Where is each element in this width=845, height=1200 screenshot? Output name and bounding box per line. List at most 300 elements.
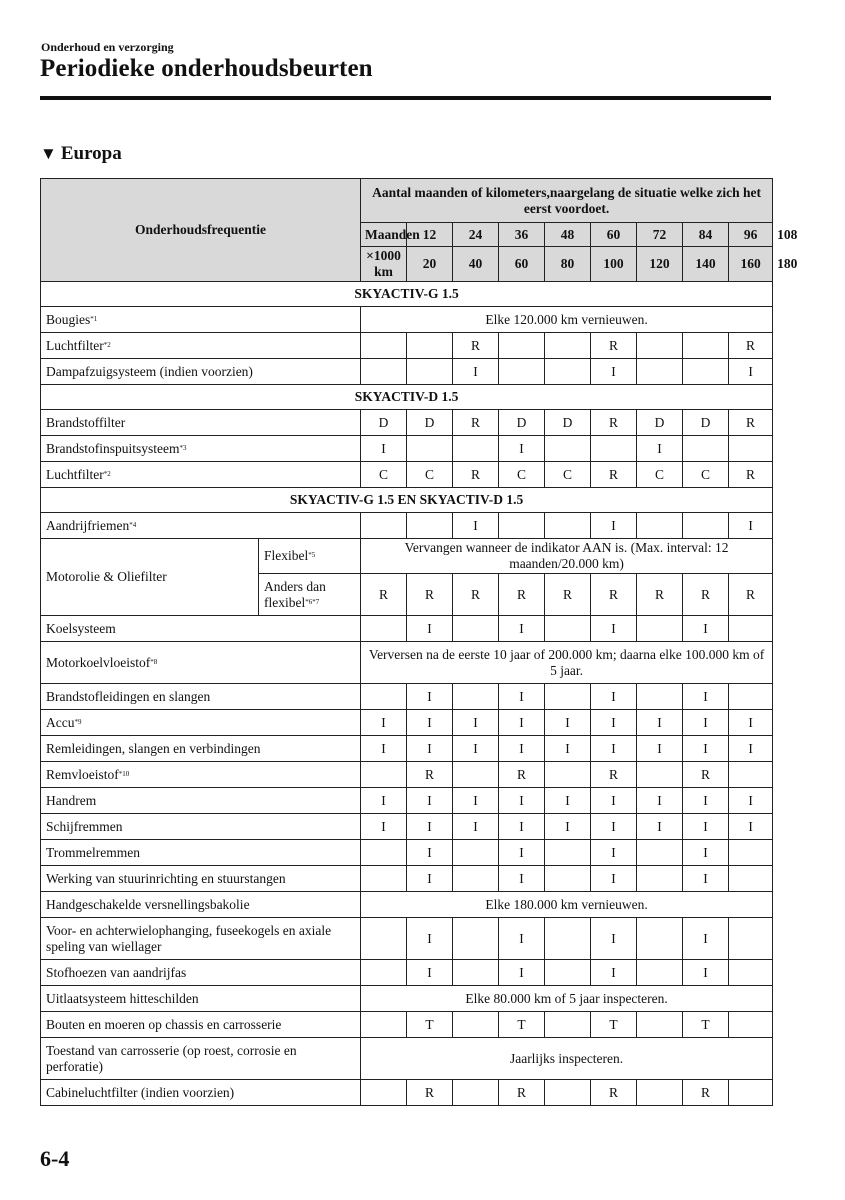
footnote-ref: *10	[118, 769, 130, 778]
service-code-cell: I	[407, 710, 453, 736]
service-code-cell: I	[683, 616, 729, 642]
item-name-cell	[41, 307, 361, 333]
table-row	[41, 762, 773, 788]
item-name-cell	[41, 736, 361, 762]
service-code-cell	[545, 359, 591, 385]
item-name: Uitlaatsysteem hitteschilden	[46, 990, 199, 1006]
item-name: Luchtfilter	[46, 337, 104, 353]
km-header-cell: 100	[591, 247, 637, 282]
service-code-cell: I	[729, 736, 773, 762]
service-code-cell: R	[683, 574, 729, 616]
table-row	[41, 307, 773, 333]
item-name: Cabineluchtfilter (indien voorzien)	[46, 1084, 235, 1100]
service-code-cell: I	[729, 513, 773, 539]
table-row	[41, 710, 773, 736]
item-name-cell	[41, 1012, 361, 1038]
service-code-cell	[637, 1080, 683, 1106]
km-header-cell: 80	[545, 247, 591, 282]
service-code-cell	[453, 840, 499, 866]
service-code-cell: I	[683, 840, 729, 866]
month-header-cell: 60	[591, 223, 637, 247]
table-row	[41, 410, 773, 436]
table-row	[41, 616, 773, 642]
service-code-cell: I	[499, 840, 545, 866]
page-title: Periodieke onderhoudsbeurten	[40, 55, 373, 82]
service-code-cell: C	[545, 462, 591, 488]
service-code-cell: R	[499, 1080, 545, 1106]
service-code-cell: I	[729, 359, 773, 385]
item-name: Brandstofleidingen en slangen	[46, 688, 211, 704]
group-heading: SKYACTIV-G 1.5 EN SKYACTIV-D 1.5	[41, 488, 773, 513]
service-code-cell: R	[637, 574, 683, 616]
service-code-cell: I	[499, 814, 545, 840]
table-row	[41, 642, 773, 684]
interval-text-cell: Elke 180.000 km vernieuwen.	[361, 892, 773, 918]
service-code-cell	[729, 762, 773, 788]
interval-note-header: Aantal maanden of kilometers,naargelang de situatie welke zich het eerst voordoet.	[361, 179, 773, 223]
service-code-cell: I	[361, 710, 407, 736]
group-row	[41, 282, 773, 307]
service-code-cell: I	[499, 736, 545, 762]
service-code-cell	[545, 684, 591, 710]
service-code-cell: I	[591, 840, 637, 866]
service-code-cell	[407, 333, 453, 359]
service-code-cell: I	[453, 788, 499, 814]
service-code-cell: R	[591, 574, 637, 616]
service-code-cell	[729, 1012, 773, 1038]
interval-text-cell: Elke 80.000 km of 5 jaar inspecteren.	[361, 986, 773, 1012]
service-code-cell	[545, 918, 591, 960]
month-header-cell: 96	[729, 223, 773, 247]
month-header-cell: 48	[545, 223, 591, 247]
service-code-cell: D	[361, 410, 407, 436]
service-code-cell	[729, 918, 773, 960]
item-name-cell	[41, 840, 361, 866]
sub-item-name: Flexibel	[264, 548, 309, 563]
service-code-cell: C	[499, 462, 545, 488]
service-code-cell	[545, 1080, 591, 1106]
service-code-cell	[361, 866, 407, 892]
item-name: Trommelremmen	[46, 844, 140, 860]
service-code-cell: R	[499, 574, 545, 616]
service-code-cell	[545, 762, 591, 788]
service-code-cell	[361, 359, 407, 385]
service-code-cell: I	[361, 814, 407, 840]
item-name: Remleidingen, slangen en verbindingen	[46, 740, 261, 756]
service-code-cell: T	[591, 1012, 637, 1038]
item-name: Remvloeistof	[46, 766, 119, 782]
service-code-cell	[499, 359, 545, 385]
service-code-cell: I	[591, 918, 637, 960]
group-row	[41, 488, 773, 513]
group-row	[41, 385, 773, 410]
service-code-cell	[545, 513, 591, 539]
service-code-cell: I	[407, 960, 453, 986]
service-code-cell	[361, 333, 407, 359]
month-header-cell: 72	[637, 223, 683, 247]
item-name-cell	[41, 918, 361, 960]
item-name-cell	[41, 762, 361, 788]
item-name: Brandstoffilter	[46, 414, 126, 430]
item-name-cell	[41, 616, 361, 642]
service-code-cell: I	[453, 359, 499, 385]
item-name: Werking van stuurinrichting en stuurstangen	[46, 870, 286, 886]
interval-text-cell: Verversen na de eerste 10 jaar of 200.000 km; daarna elke 100.000 km of 5 jaar.	[361, 642, 773, 684]
months-label: Maanden	[361, 223, 407, 247]
service-code-cell	[637, 684, 683, 710]
service-code-cell: I	[499, 710, 545, 736]
service-code-cell: I	[499, 684, 545, 710]
service-code-cell: D	[499, 410, 545, 436]
item-name: Bouten en moeren op chassis en carrosserie	[46, 1016, 282, 1032]
table-row	[41, 684, 773, 710]
item-name: Koelsysteem	[46, 620, 116, 636]
service-code-cell	[453, 866, 499, 892]
service-code-cell	[729, 616, 773, 642]
service-code-cell: C	[361, 462, 407, 488]
item-name-cell: Motorolie & Oliefilter	[41, 539, 259, 616]
item-name: Brandstofinspuitsysteem	[46, 440, 180, 456]
service-code-cell: I	[361, 788, 407, 814]
service-code-cell: I	[453, 513, 499, 539]
service-code-cell: I	[361, 436, 407, 462]
service-code-cell	[453, 616, 499, 642]
service-code-cell	[499, 333, 545, 359]
service-code-cell	[729, 960, 773, 986]
service-code-cell	[637, 616, 683, 642]
service-code-cell	[361, 616, 407, 642]
footnote-ref: *4	[129, 520, 137, 529]
service-code-cell: R	[407, 1080, 453, 1106]
service-code-cell	[637, 866, 683, 892]
service-code-cell: R	[545, 574, 591, 616]
item-name-cell	[41, 359, 361, 385]
item-name-cell	[41, 986, 361, 1012]
service-code-cell: I	[407, 788, 453, 814]
item-name: Handrem	[46, 792, 97, 808]
footnote-ref: *2	[103, 340, 111, 349]
service-code-cell: I	[591, 866, 637, 892]
item-name-cell	[41, 710, 361, 736]
service-code-cell: D	[683, 410, 729, 436]
service-code-cell	[637, 333, 683, 359]
service-code-cell	[361, 918, 407, 960]
service-code-cell	[683, 513, 729, 539]
table-row	[41, 1080, 773, 1106]
service-code-cell	[361, 513, 407, 539]
table-row	[41, 436, 773, 462]
km-header-cell: 40	[453, 247, 499, 282]
service-code-cell: R	[683, 762, 729, 788]
maintenance-schedule-table: Onderhoudsfrequentie Aantal maanden of kilometers,naargelang de situatie welke zich het eerst voordoet. Maanden 12 24 36 48 60 72 84 96 108 ×1000 km 20 40 60 80 100 120 140 160 180 SKYACTIV-G 1.5 Bougies$^{*1}$ Elke 120.000 km vernieuwen. Luchtfilter$^{*2}$ R R R Dampafzuigsysteem (indien voorzien) I I I SKYACTIV-D 1.5 Brandstoffilter D D R D D R D D R Brandstofinspuitsysteem$^{*3}$ I I I Luchtfilter$^{*2}$ C C R C C R C C R SKYACTIV-G 1.5 EN SKYACTIV-D 1.5 Aandrijfriemen$^{*4}$ I I I Motorolie & Oliefilter Flexibel$^{*5}$ Vervangen wanneer de indikator AAN is. (Max. interval: 12 maanden/20.000 km) Anders dan flexibel$^{*6*7}$ R R R R R R R R R Koelsysteem I I I I Motorkoelvloeistof$^{*8}$ Verversen na de eerste 10 jaar of 200.000 km; daarna elke 100.000 km of 5 jaar. Brandstofleidingen en slangen I I I I Accu$^{*9}$ I I I I I I I I I Remleidingen, slangen en verbindingen I I I I I I I I I Remvloeistof$^{*10}$ R R R R Handrem I I I I I I I I I Schijfremmen I I I I I I I I I Trommelremmen I I I I Werking van stuurinrichting en stuurstangen I I I I Handgeschakelde versnellingsbakolie Elke 180.000 km vernieuwen. Voor- en achterwielophanging, fuseekogels en axiale speling van wiellager I I I I Stofhoezen van aandrijfas I I I I Uitlaatsysteem hitteschilden Elke 80.000 km of 5 jaar inspecteren. Bouten en moeren op chassis en carrosserie T T T T Toestand van carrosserie (op roest, corrosie en perforatie) Jaarlijks inspecteren. Cabineluchtfilter (indien voorzien) R R R R	[40, 178, 773, 1106]
service-code-cell: I	[591, 684, 637, 710]
service-code-cell	[545, 436, 591, 462]
km-header-cell: 60	[499, 247, 545, 282]
table-row	[41, 359, 773, 385]
region-heading	[40, 143, 122, 165]
service-code-cell	[637, 513, 683, 539]
service-code-cell: R	[591, 410, 637, 436]
service-code-cell: I	[729, 710, 773, 736]
service-code-cell: D	[545, 410, 591, 436]
service-code-cell: R	[499, 762, 545, 788]
group-heading: SKYACTIV-G 1.5	[41, 282, 773, 307]
service-code-cell	[637, 840, 683, 866]
item-name-cell	[41, 462, 361, 488]
table-row	[41, 986, 773, 1012]
item-name-cell	[41, 513, 361, 539]
service-code-cell	[453, 918, 499, 960]
item-name-cell	[41, 642, 361, 684]
service-code-cell: I	[637, 814, 683, 840]
service-code-cell	[729, 684, 773, 710]
footnote-ref: *1	[90, 314, 98, 323]
page-number: 6-4	[40, 1146, 70, 1171]
table-row	[41, 1038, 773, 1080]
service-code-cell	[637, 960, 683, 986]
km-header-cell: 20	[407, 247, 453, 282]
service-code-cell	[453, 1012, 499, 1038]
item-name: Accu	[46, 714, 75, 730]
region-label: Europa	[60, 143, 122, 164]
service-code-cell: I	[545, 736, 591, 762]
table-row	[41, 918, 773, 960]
service-code-cell: I	[729, 814, 773, 840]
interval-text-cell: Vervangen wanneer de indikator AAN is. (Max. interval: 12 maanden/20.000 km)	[361, 539, 773, 574]
item-name-cell	[41, 866, 361, 892]
service-code-cell: I	[499, 866, 545, 892]
sub-item-name: Anders dan	[264, 578, 326, 594]
km-header-cell: 120	[637, 247, 683, 282]
table-row	[41, 788, 773, 814]
sub-item-cell	[259, 539, 361, 574]
service-code-cell: R	[683, 1080, 729, 1106]
item-name: Luchtfilter	[46, 466, 104, 482]
service-code-cell	[361, 684, 407, 710]
footnote-ref: *6*7	[305, 597, 320, 606]
table-row	[41, 513, 773, 539]
table-row	[41, 892, 773, 918]
service-code-cell	[729, 436, 773, 462]
service-code-cell	[729, 840, 773, 866]
service-code-cell: I	[499, 436, 545, 462]
service-code-cell: I	[591, 736, 637, 762]
service-code-cell: R	[361, 574, 407, 616]
item-name-cell	[41, 788, 361, 814]
service-code-cell	[683, 333, 729, 359]
item-name-cell	[41, 814, 361, 840]
month-header-cell: 24	[453, 223, 499, 247]
service-code-cell: I	[453, 736, 499, 762]
table-row	[41, 462, 773, 488]
service-code-cell: I	[407, 866, 453, 892]
km-header-cell: 140	[683, 247, 729, 282]
service-code-cell: D	[407, 410, 453, 436]
footnote-ref: *2	[103, 469, 111, 478]
service-code-cell: T	[683, 1012, 729, 1038]
service-code-cell: I	[499, 960, 545, 986]
month-header-cell: 84	[683, 223, 729, 247]
service-code-cell: R	[591, 762, 637, 788]
item-name: Toestand van carrosserie (op roest, corrosie en perforatie)	[46, 1042, 297, 1074]
item-name: Stofhoezen van aandrijfas	[46, 964, 187, 980]
interval-text-cell: Elke 120.000 km vernieuwen.	[361, 307, 773, 333]
service-code-cell: R	[591, 333, 637, 359]
frequency-header: Onderhoudsfrequentie	[41, 179, 361, 282]
service-code-cell: I	[453, 814, 499, 840]
service-code-cell	[361, 1012, 407, 1038]
item-name-cell	[41, 436, 361, 462]
service-code-cell: R	[453, 462, 499, 488]
footnote-ref: *5	[308, 551, 316, 559]
service-code-cell: I	[591, 814, 637, 840]
item-name-cell	[41, 410, 361, 436]
item-name: Handgeschakelde versnellingsbakolie	[46, 896, 250, 912]
service-code-cell: I	[545, 814, 591, 840]
service-code-cell: I	[683, 866, 729, 892]
footnote-ref: *8	[150, 657, 158, 666]
month-header-cell: 36	[499, 223, 545, 247]
item-name: Motorkoelvloeistof	[46, 654, 151, 670]
service-code-cell: C	[683, 462, 729, 488]
service-code-cell	[683, 359, 729, 385]
service-code-cell	[545, 333, 591, 359]
service-code-cell: I	[545, 710, 591, 736]
service-code-cell: I	[591, 710, 637, 736]
service-code-cell: R	[591, 462, 637, 488]
service-code-cell: T	[407, 1012, 453, 1038]
section-label: Onderhoud en verzorging	[41, 40, 174, 54]
service-code-cell: I	[407, 814, 453, 840]
service-code-cell: I	[407, 736, 453, 762]
sub-item-name: flexibel	[264, 594, 306, 610]
service-code-cell	[407, 359, 453, 385]
item-name: Bougies	[46, 311, 91, 327]
item-name-cell	[41, 960, 361, 986]
service-code-cell	[637, 359, 683, 385]
table-row	[41, 1012, 773, 1038]
service-code-cell	[545, 616, 591, 642]
service-code-cell: R	[591, 1080, 637, 1106]
service-code-cell: I	[407, 684, 453, 710]
service-code-cell	[545, 960, 591, 986]
service-code-cell: R	[407, 762, 453, 788]
service-code-cell: R	[453, 410, 499, 436]
service-code-cell: I	[499, 918, 545, 960]
item-name-cell	[41, 684, 361, 710]
service-code-cell: I	[637, 788, 683, 814]
service-code-cell: I	[683, 814, 729, 840]
service-code-cell	[453, 684, 499, 710]
item-name-cell	[41, 1080, 361, 1106]
service-code-cell	[637, 762, 683, 788]
service-code-cell: I	[683, 788, 729, 814]
service-code-cell	[545, 840, 591, 866]
service-code-cell	[637, 918, 683, 960]
service-code-cell	[361, 762, 407, 788]
service-code-cell: I	[591, 616, 637, 642]
table-row	[41, 814, 773, 840]
service-code-cell: I	[591, 513, 637, 539]
item-name: Schijfremmen	[46, 818, 123, 834]
title-rule	[40, 96, 771, 100]
item-name-cell	[41, 333, 361, 359]
service-code-cell	[407, 436, 453, 462]
service-code-cell	[453, 960, 499, 986]
table-row	[41, 960, 773, 986]
service-code-cell: R	[453, 574, 499, 616]
service-code-cell: I	[407, 918, 453, 960]
km-header-cell: 160	[729, 247, 773, 282]
footnote-ref: *3	[179, 443, 187, 452]
service-code-cell: I	[729, 788, 773, 814]
item-name: Dampafzuigsysteem (indien voorzien)	[46, 363, 253, 379]
service-code-cell	[729, 1080, 773, 1106]
service-code-cell: I	[545, 788, 591, 814]
km-label: ×1000 km	[361, 247, 407, 282]
footnote-ref: *9	[74, 717, 82, 726]
service-code-cell	[361, 1080, 407, 1106]
service-code-cell: I	[591, 359, 637, 385]
triangle-down-icon: ▼	[40, 144, 57, 163]
service-code-cell: I	[591, 788, 637, 814]
service-code-cell: R	[729, 574, 773, 616]
service-code-cell: I	[499, 788, 545, 814]
sub-item-cell	[259, 574, 361, 616]
service-code-cell	[545, 1012, 591, 1038]
service-code-cell: I	[637, 436, 683, 462]
table-row	[41, 736, 773, 762]
service-code-cell: R	[453, 333, 499, 359]
table-row	[41, 866, 773, 892]
service-code-cell	[683, 436, 729, 462]
service-code-cell: I	[499, 616, 545, 642]
table-row	[41, 333, 773, 359]
service-code-cell: I	[683, 960, 729, 986]
service-code-cell: I	[407, 616, 453, 642]
service-code-cell: R	[407, 574, 453, 616]
service-code-cell: I	[637, 736, 683, 762]
month-header-cell: 12	[407, 223, 453, 247]
service-code-cell: I	[683, 710, 729, 736]
item-name-cell	[41, 892, 361, 918]
service-code-cell	[545, 866, 591, 892]
service-code-cell: I	[361, 736, 407, 762]
service-code-cell	[499, 513, 545, 539]
service-code-cell	[407, 513, 453, 539]
service-code-cell: C	[637, 462, 683, 488]
service-code-cell: T	[499, 1012, 545, 1038]
service-code-cell: I	[453, 710, 499, 736]
item-name-cell	[41, 1038, 361, 1080]
table-row	[41, 840, 773, 866]
service-code-cell: R	[729, 333, 773, 359]
service-code-cell: C	[407, 462, 453, 488]
service-code-cell	[453, 436, 499, 462]
service-code-cell	[637, 1012, 683, 1038]
table-row	[41, 539, 773, 574]
service-code-cell	[591, 436, 637, 462]
service-code-cell: R	[729, 410, 773, 436]
interval-text-cell: Jaarlijks inspecteren.	[361, 1038, 773, 1080]
service-code-cell: I	[407, 840, 453, 866]
service-code-cell: I	[591, 960, 637, 986]
service-code-cell	[361, 840, 407, 866]
service-code-cell: I	[683, 918, 729, 960]
service-code-cell: R	[729, 462, 773, 488]
service-code-cell	[453, 1080, 499, 1106]
service-code-cell: D	[637, 410, 683, 436]
